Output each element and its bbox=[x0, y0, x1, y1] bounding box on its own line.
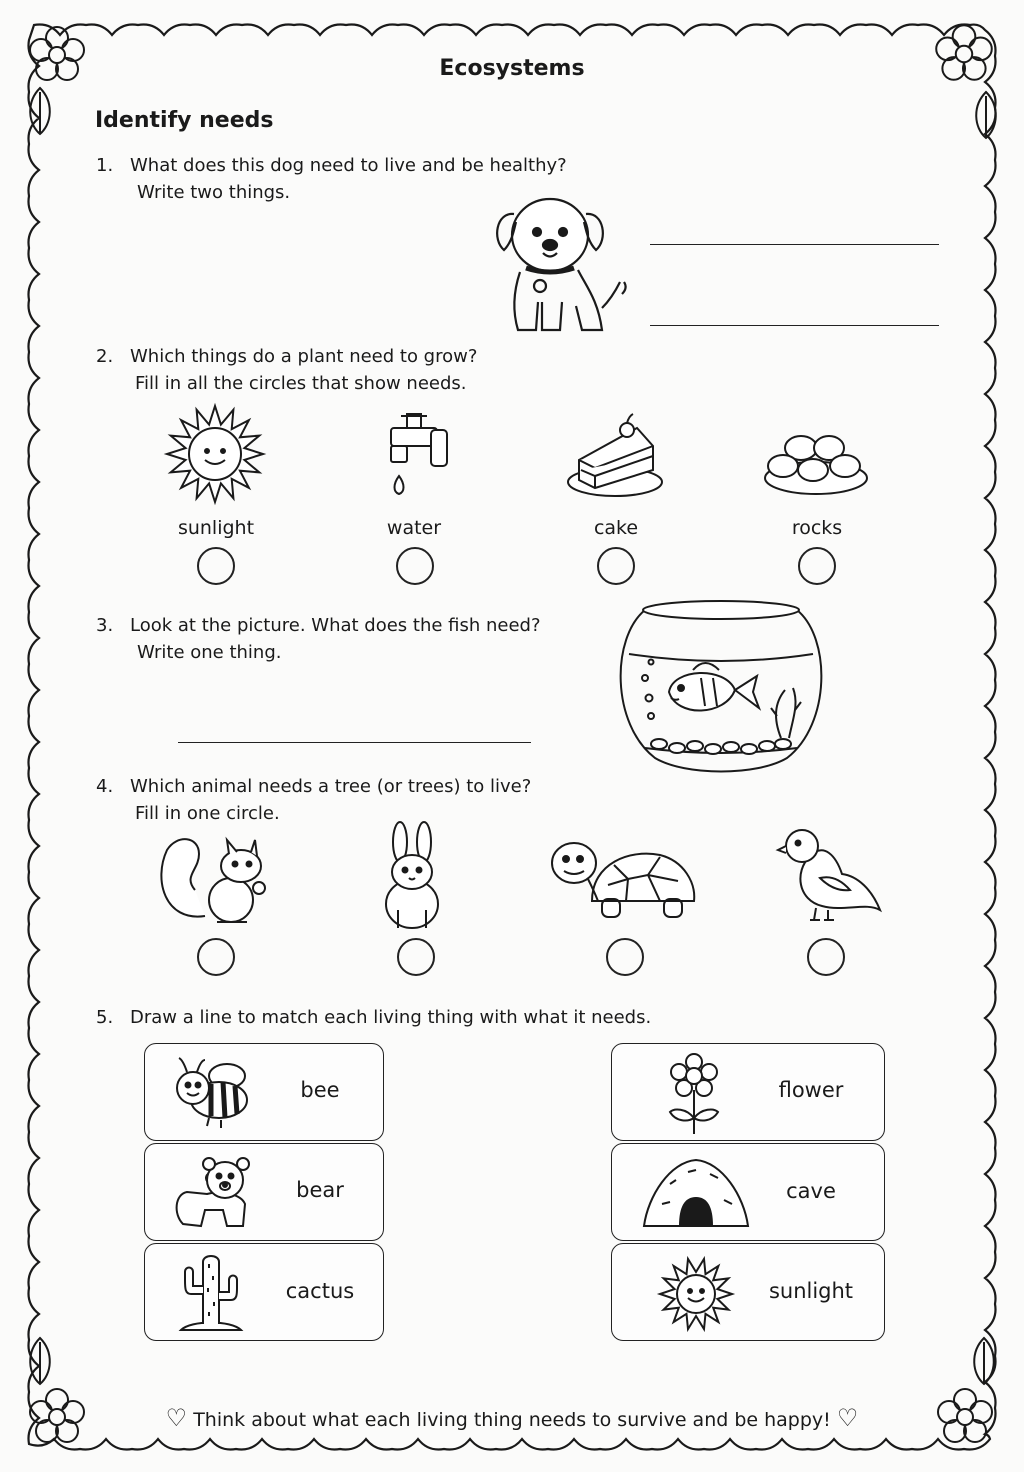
question-5 bbox=[96, 1007, 651, 1028]
question-3 bbox=[96, 615, 541, 636]
question-3-instruction: Write one thing. bbox=[137, 642, 282, 663]
rocks-icon bbox=[763, 432, 869, 498]
answer-line[interactable] bbox=[650, 325, 939, 326]
option-label: sunlight bbox=[177, 517, 255, 539]
dog-icon bbox=[490, 190, 635, 338]
question-number: 2. bbox=[96, 346, 114, 367]
question-number: 5. bbox=[96, 1007, 114, 1028]
card-label: sunlight bbox=[768, 1279, 854, 1303]
option-label: water bbox=[386, 517, 442, 539]
heart-icon: ♡ bbox=[165, 1404, 188, 1432]
question-text: Draw a line to match each living thing with what it needs. bbox=[130, 1007, 652, 1028]
question-2 bbox=[96, 346, 477, 367]
question-1 bbox=[96, 155, 567, 176]
card-label: flower bbox=[778, 1078, 844, 1102]
card-label: bee bbox=[300, 1078, 340, 1102]
cave-icon bbox=[640, 1156, 752, 1230]
question-number: 3. bbox=[96, 615, 114, 636]
question-text: Which animal needs a tree (or trees) to live? bbox=[130, 776, 532, 797]
bee-icon bbox=[173, 1054, 253, 1130]
fishbowl-icon bbox=[615, 598, 827, 774]
match-card-bear[interactable] bbox=[144, 1143, 384, 1241]
squirrel-icon bbox=[155, 830, 270, 930]
answer-line[interactable] bbox=[178, 742, 531, 743]
answer-circle-cake[interactable] bbox=[597, 547, 635, 585]
answer-circle-bird[interactable] bbox=[807, 938, 845, 976]
faucet-icon bbox=[385, 410, 449, 506]
match-card-flower[interactable] bbox=[611, 1043, 885, 1141]
rabbit-icon bbox=[378, 820, 446, 932]
leaf-icon bbox=[24, 86, 56, 136]
sun-icon bbox=[162, 404, 268, 504]
card-label: cactus bbox=[285, 1279, 355, 1303]
leaf-icon bbox=[24, 1336, 56, 1386]
match-card-bee[interactable] bbox=[144, 1043, 384, 1141]
question-4-instruction: Fill in one circle. bbox=[135, 803, 280, 824]
answer-circle-squirrel[interactable] bbox=[197, 938, 235, 976]
answer-circle-rabbit[interactable] bbox=[397, 938, 435, 976]
answer-circle-rocks[interactable] bbox=[798, 547, 836, 585]
answer-circle-sunlight[interactable] bbox=[197, 547, 235, 585]
match-card-cactus[interactable] bbox=[144, 1243, 384, 1341]
question-1-instruction: Write two things. bbox=[137, 182, 291, 203]
section-heading: Identify needs bbox=[95, 108, 274, 133]
answer-line[interactable] bbox=[650, 244, 939, 245]
worksheet-title: Ecosystems bbox=[439, 56, 585, 81]
option-label: rocks bbox=[791, 517, 843, 539]
card-label: bear bbox=[296, 1178, 344, 1202]
bear-icon bbox=[171, 1154, 253, 1232]
cake-slice-icon bbox=[565, 410, 665, 502]
footer-message bbox=[0, 1404, 1024, 1432]
match-card-cave[interactable] bbox=[611, 1143, 885, 1241]
match-card-sunlight[interactable] bbox=[611, 1243, 885, 1341]
turtle-icon bbox=[548, 835, 700, 925]
footer-text: Think about what each living thing needs to survive and be happy! bbox=[193, 1409, 831, 1431]
question-text: Look at the picture. What does the fish need? bbox=[130, 615, 541, 636]
flower-icon bbox=[664, 1054, 724, 1136]
card-label: cave bbox=[786, 1179, 836, 1203]
option-label: cake bbox=[593, 517, 639, 539]
cactus-icon bbox=[177, 1250, 245, 1334]
answer-circle-turtle[interactable] bbox=[606, 938, 644, 976]
answer-circle-water[interactable] bbox=[396, 547, 434, 585]
question-text: Which things do a plant need to grow? bbox=[130, 346, 478, 367]
question-text: What does this dog need to live and be healthy? bbox=[130, 155, 567, 176]
heart-icon: ♡ bbox=[836, 1404, 859, 1432]
question-number: 1. bbox=[96, 155, 114, 176]
question-2-instruction: Fill in all the circles that show needs. bbox=[135, 373, 467, 394]
sun-icon bbox=[656, 1256, 736, 1332]
leaf-icon bbox=[968, 1336, 1000, 1386]
question-number: 4. bbox=[96, 776, 114, 797]
bird-icon bbox=[780, 826, 884, 924]
leaf-icon bbox=[970, 90, 1002, 140]
question-4 bbox=[96, 776, 531, 797]
